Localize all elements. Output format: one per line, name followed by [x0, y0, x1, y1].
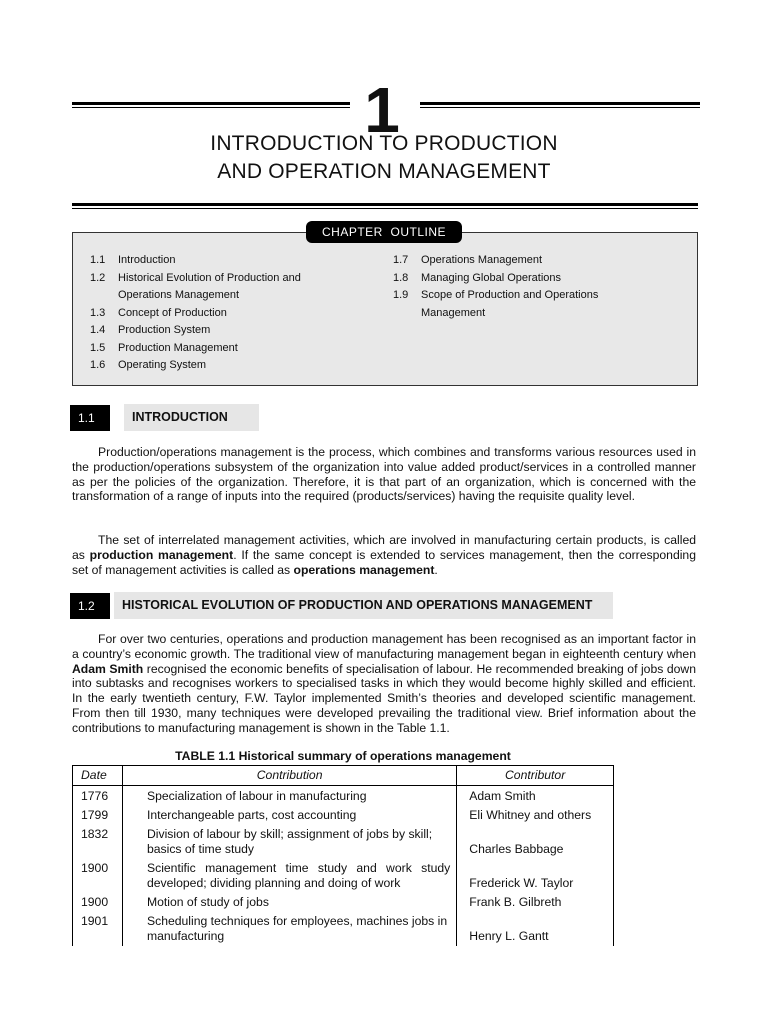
header-contributor: Contributor	[457, 766, 614, 786]
table-header-row	[73, 766, 614, 786]
section-number-1-1: 1.1	[70, 405, 110, 431]
outline-column-left	[90, 252, 330, 375]
table-row: 1900 Scientific management time study and work study developed; dividing planning and doing of work Frederick W. Taylor	[73, 859, 614, 893]
chapter-rule-left	[72, 102, 350, 105]
table-row: 1901 Scheduling techniques for employees, machines jobs in manufacturing Henry L. Gantt	[73, 912, 614, 946]
chapter-title-line2: AND OPERATION MANAGEMENT	[217, 160, 551, 183]
table-caption: TABLE 1.1 Historical summary of operations management	[175, 749, 511, 763]
header-date: Date	[73, 766, 123, 786]
outline-item[interactable]: 1.2 Historical Evolution of Production and Operations Management	[90, 271, 301, 301]
intro-paragraph-2: The set of interrelated management activities, which are involved in manufacturing certain products, is called as production management. If the same concept is extended to services management, then the corresponding set of management activities is called as operations management.	[72, 533, 696, 577]
table-row: 1900 Motion of study of jobs Frank B. Gilbreth	[73, 893, 614, 912]
table-row: 1832 Division of labour by skill; assignment of jobs by skill; basics of time study Charles Babbage	[73, 825, 614, 859]
table-row: 1799 Interchangeable parts, cost accounting Eli Whitney and others	[73, 806, 614, 825]
outline-item[interactable]: 1.8 Managing Global Operations	[393, 271, 562, 284]
section-number-1-2: 1.2	[70, 593, 110, 619]
outline-column-right	[393, 252, 633, 322]
chapter-outline-label: CHAPTER OUTLINE	[306, 221, 462, 243]
table-row: 1776 Specialization of labour in manufacturing Adam Smith	[73, 786, 614, 807]
chapter-title	[72, 130, 696, 186]
header-contribution: Contribution	[122, 766, 456, 786]
chapter-number: 1	[364, 74, 400, 146]
outline-item[interactable]: 1.4 Production System	[90, 324, 211, 336]
section-title-historical-evolution: HISTORICAL EVOLUTION OF PRODUCTION AND OPERATIONS MANAGEMENT	[114, 592, 613, 619]
outline-item[interactable]: 1.6 Operating System	[90, 359, 207, 371]
outline-item[interactable]: 1.7 Operations Management	[393, 254, 543, 266]
chapter-title-rule	[72, 203, 698, 206]
outline-item[interactable]: 1.9 Scope of Production and Operations Management	[393, 289, 599, 319]
history-paragraph: For over two centuries, operations and production management has been recognised as an important factor in a country’s economic growth. The traditional view of manufacturing management began in eighteenth century when Adam Smith recognised the economic benefits of specialisation of labour. He recommended breaking of jobs down into subtasks and recognises workers to specialised tasks in which they would become highly skilled and efficient. In the early twentieth century, F.W. Taylor implemented Smith’s theories and developed scientific management. From then till 1930, many techniques were developed prevailing the traditional view. Brief information about the contributions to manufacturing management is shown in the Table 1.1.	[72, 632, 696, 735]
chapter-title-line1: INTRODUCTION TO PRODUCTION	[210, 132, 558, 155]
outline-item[interactable]: 1.1 Introduction	[90, 254, 176, 266]
intro-paragraph-1: Production/operations management is the process, which combines and transforms various resources used in the production/operations subsystem of the organization into value added product/services in a controlled manner as per the policies of the organization. Therefore, it is that part of an organization, which is concerned with the transformation of a range of inputs into the required (products/services) having the requisite quality level.	[72, 445, 696, 504]
history-table	[72, 765, 614, 946]
section-title-introduction: INTRODUCTION	[124, 404, 259, 431]
chapter-rule-right	[420, 102, 700, 105]
outline-item[interactable]: 1.3 Concept of Production	[90, 306, 227, 319]
outline-item[interactable]: 1.5 Production Management	[90, 341, 238, 354]
